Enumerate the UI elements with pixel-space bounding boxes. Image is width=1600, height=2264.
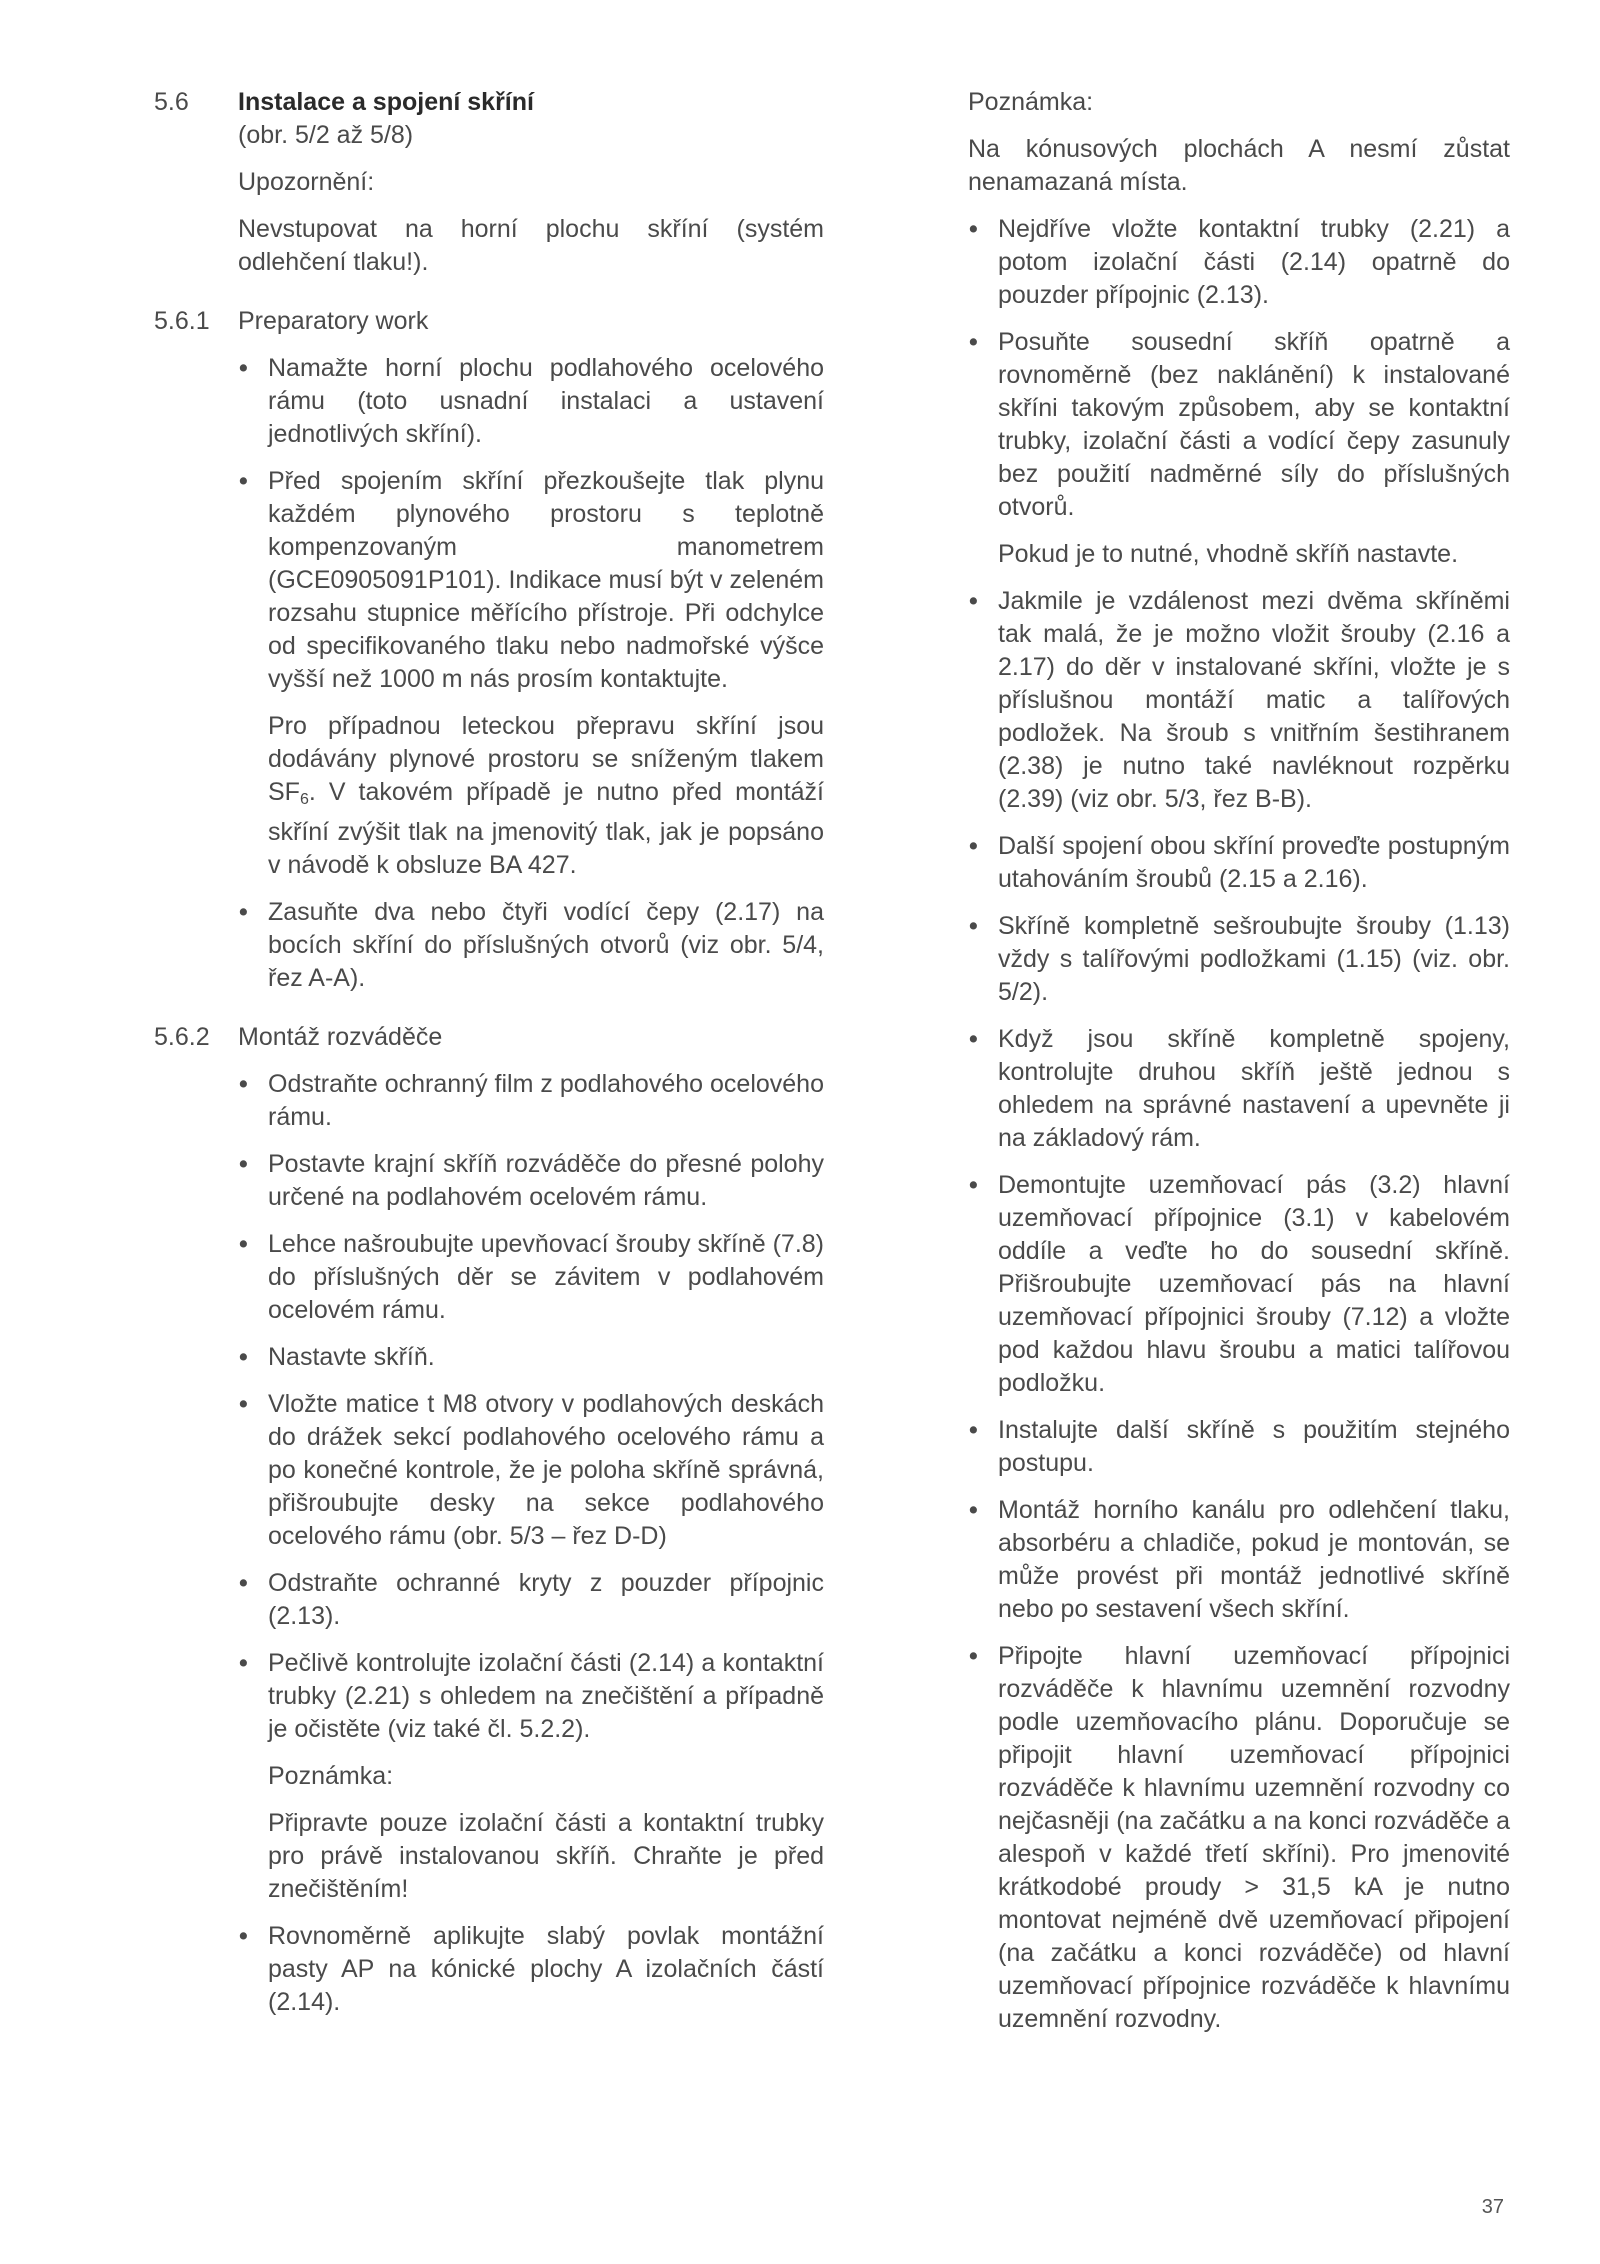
list-item-text: Lehce našroubujte upevňovací šrouby skříně (7.8) do příslušných děr se závitem v podlahovém ocelovém rámu. — [268, 1230, 824, 1324]
bullet-icon: • — [239, 467, 248, 495]
list-item — [968, 585, 1510, 816]
bullet-icon: • — [969, 587, 978, 615]
list-item-text: Posuňte sousední skříň opatrně a rovnoměrně (bez naklánění) k instalované skříni takovým způsobem, aby se kontaktní trubky, izolační části a vodící čepy zasunuly bez použití nadměrné síly do příslušných otvorů. — [998, 328, 1510, 521]
list-item-text: Další spojení obou skříní proveďte postupným utahováním šroubů (2.15 a 2.16). — [998, 832, 1510, 893]
note-text: Na kónusových plochách A nesmí zůstat nenamazaná místa. — [968, 135, 1510, 196]
extra-text-part: . V takovém případě je nutno před montáží skříní zvýšit tlak na jmenovitý tlak, jak je popsáno v návodě k obsluze BA 427. — [268, 778, 824, 879]
list-item — [238, 1388, 824, 1553]
bullet-icon: • — [239, 1230, 248, 1258]
bullet-icon: • — [239, 1070, 248, 1098]
list-item — [238, 465, 824, 882]
figure-reference: (obr. 5/2 až 5/8) — [238, 121, 414, 149]
section-title: Montáž rozváděče — [238, 1023, 443, 1051]
list-item-text: Odstraňte ochranné kryty z pouzder přípojnic (2.13). — [268, 1569, 824, 1630]
list-item — [238, 1068, 824, 1134]
list-item — [968, 213, 1510, 312]
page-number: 37 — [1481, 2196, 1504, 2218]
bullet-icon: • — [239, 1343, 248, 1371]
list-item — [968, 1494, 1510, 1626]
list-item — [968, 1414, 1510, 1480]
bullet-icon: • — [239, 1649, 248, 1677]
list-item-text: Jakmile je vzdálenost mezi dvěma skříněmi tak malá, že je možno vložit šrouby (2.16 a 2.17) do děr v instalované skříni, vložte je s příslušnou montáží matic a talířových podložek. Na šroub s vnitřním šestihranem (2.38) je nutno také navléknout rozpěrku (2.39) (viz obr. 5/3, řez B-B). — [998, 587, 1510, 813]
list-item-text: Vložte matice t M8 otvory v podlahových deskách do drážek sekcí podlahového ocelového rámu a po konečné kontrole, že je poloha skříně správná, přišroubujte desky na sekce podlahového ocelového rámu (obr. 5/3 – řez D-D) — [268, 1390, 824, 1550]
warning-text: Nevstupovat na horní plochu skříní (systém odlehčení tlaku!). — [238, 215, 824, 276]
list-item — [238, 1920, 824, 2019]
extra-text-part: Pro případnou leteckou přepravu skříní jsou dodávány plynové prostoru se sníženým tlakem SF — [268, 712, 824, 806]
list-item-text: Před spojením skříní přezkoušejte tlak plynu každém plynového prostoru s teplotně kompenzovaným manometrem (GCE0905091P101). Indikace musí být v zeleném rozsahu stupnice měřícího přístroje. Při odchylce od specifikovaného tlaku nebo nadmořské výšce vyšší než 1000 m nás prosím kontaktujte. — [268, 467, 824, 693]
bullet-icon: • — [969, 328, 978, 356]
section-title: Preparatory work — [238, 307, 429, 335]
bullet-icon: • — [969, 215, 978, 243]
list-item — [968, 1640, 1510, 2036]
left-column — [154, 86, 824, 2033]
note-text: Připravte pouze izolační části a kontaktní trubky pro právě instalovanou skříň. Chraňte je před znečištěním! — [268, 1809, 824, 1903]
section-number: 5.6.2 — [154, 1023, 210, 1051]
list-item-text: Postavte krajní skříň rozváděče do přesné polohy určené na podlahovém ocelovém rámu. — [268, 1150, 824, 1211]
note-label: Poznámka: — [968, 88, 1094, 116]
list-item-text: Zasuňte dva nebo čtyři vodící čepy (2.17) na bocích skříní do příslušných otvorů (viz obr. 5/4, řez A-A). — [268, 898, 824, 992]
section-title: Instalace a spojení skříní — [238, 88, 534, 116]
list-item — [968, 1169, 1510, 1400]
subscript: 6 — [299, 791, 309, 808]
list-item-text: Skříně kompletně sešroubujte šrouby (1.13) vždy s talířovými podložkami (1.15) (viz. obr. 5/2). — [998, 912, 1510, 1006]
list-item — [238, 1148, 824, 1214]
bullet-icon: • — [969, 912, 978, 940]
list-item-extra-text — [268, 710, 824, 882]
section-5-6 — [154, 86, 824, 279]
section-number: 5.6.1 — [154, 307, 210, 335]
list-item — [968, 1023, 1510, 1155]
bullet-icon: • — [239, 1150, 248, 1178]
bullet-icon: • — [969, 1642, 978, 1670]
list-item-text: Demontujte uzemňovací pás (3.2) hlavní uzemňovací přípojnice (3.1) v kabelovém oddíle a veďte ho do sousední skříně. Přišroubujte uzemňovací pás na hlavní uzemňovací přípojnici šrouby (7.12) a vložte pod každou hlavu šroubu a matici talířovou podložku. — [998, 1171, 1510, 1397]
list-item — [238, 896, 824, 995]
list-item-text: Rovnoměrně aplikujte slabý povlak montážní pasty AP na kónické plochy A izolačních částí (2.14). — [268, 1922, 824, 2016]
bullet-icon: • — [239, 354, 248, 382]
bullet-list — [968, 213, 1510, 2036]
right-column — [968, 86, 1510, 2050]
section-5-6-2 — [154, 1021, 824, 2019]
bullet-icon: • — [969, 1025, 978, 1053]
list-item-text: Instalujte další skříně s použitím stejného postupu. — [998, 1416, 1510, 1477]
list-item-text: Nejdříve vložte kontaktní trubky (2.21) a potom izolační části (2.14) opatrně do pouzder přípojnic (2.13). — [998, 215, 1510, 309]
list-item — [968, 910, 1510, 1009]
bullet-icon: • — [239, 1569, 248, 1597]
list-item — [968, 830, 1510, 896]
list-item-text: Nastavte skříň. — [268, 1343, 435, 1371]
bullet-list — [238, 1068, 824, 2019]
bullet-icon: • — [239, 1922, 248, 1950]
section-5-6-1 — [154, 305, 824, 995]
bullet-icon: • — [969, 1171, 978, 1199]
list-item — [238, 1567, 824, 1633]
bullet-icon: • — [969, 832, 978, 860]
list-item-text: Odstraňte ochranný film z podlahového ocelového rámu. — [268, 1070, 824, 1131]
section-number: 5.6 — [154, 88, 189, 116]
list-item-extra-text: Pokud je to nutné, vhodně skříň nastavte. — [998, 540, 1459, 568]
list-item — [238, 1647, 824, 1906]
list-item-text: Když jsou skříně kompletně spojeny, kontrolujte druhou skříň ještě jednou s ohledem na správné nastavení a upevněte ji na základový rám. — [998, 1025, 1510, 1152]
list-item — [238, 1341, 824, 1374]
note-label: Poznámka: — [268, 1762, 394, 1790]
list-item-text: Montáž horního kanálu pro odlehčení tlaku, absorbéru a chladiče, pokud je montován, se může provést při montáž jednotlivé skříně nebo po sestavení všech skříní. — [998, 1496, 1510, 1623]
bullet-list — [238, 352, 824, 995]
warning-label: Upozornění: — [238, 168, 375, 196]
list-item-text: Připojte hlavní uzemňovací přípojnici rozváděče k hlavnímu uzemnění rozvodny podle uzemňovacího plánu. Doporučuje se připojit hlavní uzemňovací přípojnici rozváděče k hlavnímu uzemnění rozvodny co nejčasněji (na začátku a na konci rozváděče a alespoň v každé třetí skříni). Pro jmenovité krátkodobé proudy > 31,5 kA je nutno montovat nejméně dvě uzemňovací připojení (na začátku a konci rozváděče) od hlavní uzemňovací přípojnice rozváděče k hlavnímu uzemnění rozvodny. — [998, 1642, 1510, 2033]
list-item — [238, 1228, 824, 1327]
bullet-icon: • — [239, 898, 248, 926]
list-item — [968, 326, 1510, 571]
list-item — [238, 352, 824, 451]
bullet-icon: • — [239, 1390, 248, 1418]
bullet-icon: • — [969, 1416, 978, 1444]
list-item-text: Namažte horní plochu podlahového ocelového rámu (toto usnadní instalaci a ustavení jednotlivých skříní). — [268, 354, 824, 448]
list-item-text: Pečlivě kontrolujte izolační části (2.14) a kontaktní trubky (2.21) s ohledem na znečištění a případně je očistěte (viz také čl. 5.2.2). — [268, 1649, 824, 1743]
bullet-icon: • — [969, 1496, 978, 1524]
